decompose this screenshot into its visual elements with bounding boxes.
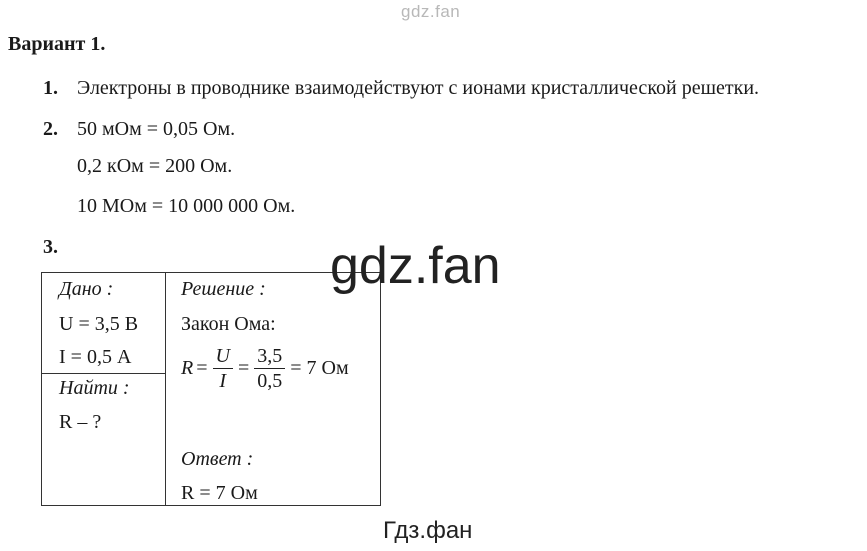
ohm-formula <box>181 345 352 392</box>
watermark-middle: gdz.fan <box>330 237 501 295</box>
find-value: R – ? <box>59 411 102 433</box>
formula-eq-1: = <box>196 357 208 379</box>
formula-lhs: R <box>181 357 194 379</box>
item-3-number: 3. <box>43 236 58 258</box>
fraction-numeric-denominator: 0,5 <box>257 370 283 392</box>
watermark-top: gdz.fan <box>401 2 461 21</box>
fraction-symbolic-numerator: U <box>213 345 233 369</box>
fraction-numeric <box>254 345 285 392</box>
item-1-number: 1. <box>43 77 58 99</box>
variant-title: Вариант 1. <box>8 33 106 55</box>
item-1-text: Электроны в проводнике взаимодействуют с ионами кристаллической решетки. <box>77 77 760 99</box>
ohm-law-label: Закон Ома: <box>181 313 276 335</box>
fraction-symbolic-denominator: I <box>219 370 227 392</box>
item-2-line-2: 0,2 кОм = 200 Ом. <box>77 155 233 177</box>
item-2-line-1: 50 мОм = 0,05 Ом. <box>77 118 236 140</box>
watermark-bottom: Гдз.фан <box>383 517 473 544</box>
answer-value: R = 7 Ом <box>181 482 258 504</box>
answer-header: Ответ : <box>181 448 254 470</box>
item-2-number: 2. <box>43 118 58 140</box>
fraction-symbolic <box>213 345 233 392</box>
item-2-line-3: 10 МОм = 10 000 000 Ом. <box>77 195 296 217</box>
formula-result: = 7 Ом <box>290 357 349 379</box>
given-current: I = 0,5 А <box>59 346 132 368</box>
find-header: Найти : <box>59 377 130 399</box>
given-voltage: U = 3,5 В <box>59 313 139 335</box>
solution-header: Решение : <box>181 278 266 300</box>
given-header: Дано : <box>59 278 114 300</box>
formula-eq-2: = <box>237 357 250 379</box>
fraction-numeric-numerator: 3,5 <box>254 345 285 369</box>
